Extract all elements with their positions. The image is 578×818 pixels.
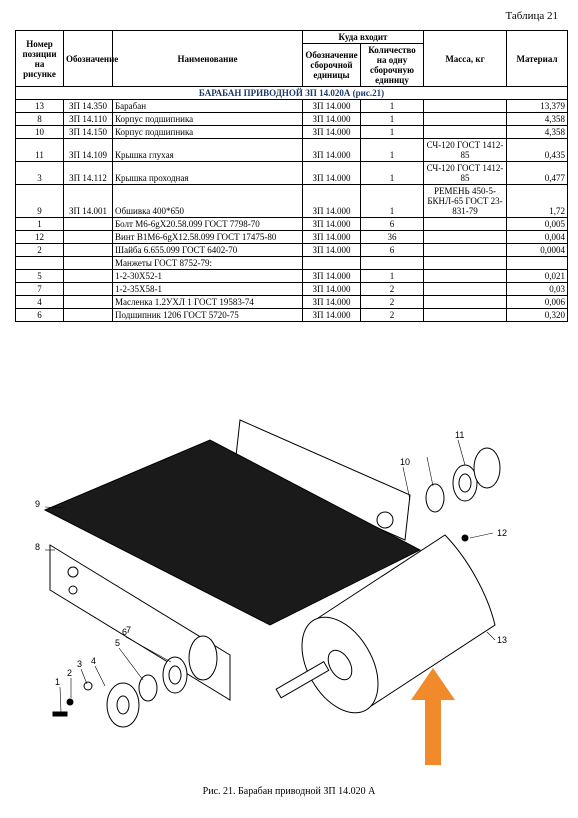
callout-7: 7 <box>126 625 132 635</box>
header-where-used: Куда входит <box>303 31 424 44</box>
row-material: 0,0004 <box>507 244 568 257</box>
table-row <box>16 296 568 309</box>
row-name: Шайба 6.655.099 ГОСТ 6402-70 <box>113 244 303 257</box>
row-name: Корпус подшипника <box>113 126 303 139</box>
header-pos: Номер позиции на рисунке <box>16 31 64 87</box>
row-material-mass <box>424 244 507 257</box>
row-qty: 1 <box>361 162 424 185</box>
row-name: Корпус подшипника <box>113 113 303 126</box>
row-qty: 36 <box>361 231 424 244</box>
figure-caption: Рис. 21. Барабан приводной ЗП 14.020 А <box>202 786 376 797</box>
row-material-mass <box>424 296 507 309</box>
row-qty: 1 <box>361 185 424 218</box>
row-pos: 6 <box>16 309 64 322</box>
header-qty: Количество на одну сборочную единицу <box>361 44 424 87</box>
row-material-mass <box>424 283 507 296</box>
row-material: 0,320 <box>507 309 568 322</box>
callout-1: 1 <box>55 677 61 687</box>
row-assembly: ЗП 14.000 <box>303 231 361 244</box>
row-qty: 2 <box>361 283 424 296</box>
row-material-mass <box>424 113 507 126</box>
row-assembly: ЗП 14.000 <box>303 139 361 162</box>
row-designation <box>64 257 113 270</box>
row-name: Масленка 1.2УХЛ 1 ГОСТ 19583-74 <box>113 296 303 309</box>
row-pos: 5 <box>16 270 64 283</box>
row-pos: 7 <box>16 283 64 296</box>
orange-arrow <box>411 668 455 765</box>
header-name: Наименование <box>113 31 303 87</box>
row-material: 4,358 <box>507 113 568 126</box>
row-designation: ЗП 14.001 <box>64 185 113 218</box>
row-designation <box>64 218 113 231</box>
table-row <box>16 270 568 283</box>
row-qty: 1 <box>361 113 424 126</box>
row-name: Крышка глухая <box>113 139 303 162</box>
row-name: Обшивка 400*650 <box>113 185 303 218</box>
table-row <box>16 162 568 185</box>
table-row <box>16 218 568 231</box>
row-name: 1-2-30X52-1 <box>113 270 303 283</box>
row-name: 1-2-35X58-1 <box>113 283 303 296</box>
row-pos: 9 <box>16 185 64 218</box>
row-designation: ЗП 14.150 <box>64 126 113 139</box>
row-qty: 2 <box>361 309 424 322</box>
callout-8: 8 <box>35 542 41 552</box>
row-assembly: ЗП 14.000 <box>303 126 361 139</box>
row-name: Барабан <box>113 100 303 113</box>
row-assembly: ЗП 14.000 <box>303 296 361 309</box>
row-material: 0,477 <box>507 162 568 185</box>
header-material: Материал <box>507 31 568 87</box>
row-assembly: ЗП 14.000 <box>303 270 361 283</box>
row-designation <box>64 309 113 322</box>
row-assembly: ЗП 14.000 <box>303 113 361 126</box>
row-material-mass <box>424 257 507 270</box>
row-designation <box>64 231 113 244</box>
row-assembly: ЗП 14.000 <box>303 244 361 257</box>
row-material: 0,021 <box>507 270 568 283</box>
row-pos: 8 <box>16 113 64 126</box>
row-material: 0,005 <box>507 218 568 231</box>
callout-12: 12 <box>497 528 508 538</box>
callout-10: 10 <box>400 457 411 467</box>
row-material-mass <box>424 100 507 113</box>
row-pos <box>16 257 64 270</box>
row-pos: 2 <box>16 244 64 257</box>
table-row <box>16 185 568 218</box>
table-row <box>16 139 568 162</box>
callout-2: 2 <box>67 668 73 678</box>
row-material: 1,72 <box>507 185 568 218</box>
row-qty: 1 <box>361 100 424 113</box>
row-designation: ЗП 14.109 <box>64 139 113 162</box>
callout-3: 3 <box>77 659 83 669</box>
row-qty <box>361 257 424 270</box>
row-name: Винт В1М6-6gX12.58.099 ГОСТ 17475-80 <box>113 231 303 244</box>
row-pos: 13 <box>16 100 64 113</box>
table-row <box>16 231 568 244</box>
table-row <box>16 126 568 139</box>
exploded-drawing <box>25 400 555 780</box>
callout-13: 13 <box>497 635 508 645</box>
row-designation <box>64 296 113 309</box>
row-material-mass: СЧ-120 ГОСТ 1412-85 <box>424 139 507 162</box>
row-material-mass <box>424 126 507 139</box>
table-row <box>16 283 568 296</box>
row-material: 0,435 <box>507 139 568 162</box>
row-pos: 4 <box>16 296 64 309</box>
row-name: Крышка проходная <box>113 162 303 185</box>
table-row <box>16 100 568 113</box>
row-qty: 1 <box>361 139 424 162</box>
row-assembly: ЗП 14.000 <box>303 162 361 185</box>
row-material: 0,03 <box>507 283 568 296</box>
table-row <box>16 244 568 257</box>
row-material: 0,006 <box>507 296 568 309</box>
table-row <box>16 257 568 270</box>
row-name: Подшипник 1206 ГОСТ 5720-75 <box>113 309 303 322</box>
row-material-mass: РЕМЕНЬ 450-5-БКНЛ-65 ГОСТ 23-831-79 <box>424 185 507 218</box>
row-material <box>507 257 568 270</box>
row-assembly: ЗП 14.000 <box>303 309 361 322</box>
row-designation <box>64 244 113 257</box>
row-qty: 1 <box>361 270 424 283</box>
row-qty: 2 <box>361 296 424 309</box>
callout-5: 5 <box>115 638 121 648</box>
row-material-mass <box>424 231 507 244</box>
row-material: 0,004 <box>507 231 568 244</box>
table-label: Таблица 21 <box>505 10 558 22</box>
row-designation: ЗП 14.110 <box>64 113 113 126</box>
row-designation: ЗП 14.350 <box>64 100 113 113</box>
row-name: Манжеты ГОСТ 8752-79: <box>113 257 303 270</box>
row-assembly: ЗП 14.000 <box>303 218 361 231</box>
parts-table <box>15 30 568 322</box>
row-qty: 6 <box>361 218 424 231</box>
section-title: БАРАБАН ПРИВОДНОЙ ЗП 14.020А (рис.21) <box>16 87 568 100</box>
row-pos: 12 <box>16 231 64 244</box>
row-material-mass <box>424 218 507 231</box>
row-assembly: ЗП 14.000 <box>303 185 361 218</box>
table-row <box>16 309 568 322</box>
row-pos: 10 <box>16 126 64 139</box>
row-material-mass: СЧ-120 ГОСТ 1412-85 <box>424 162 507 185</box>
row-pos: 11 <box>16 139 64 162</box>
row-material: 4,358 <box>507 126 568 139</box>
row-designation: ЗП 14.112 <box>64 162 113 185</box>
row-designation <box>64 270 113 283</box>
table-row <box>16 113 568 126</box>
callout-9: 9 <box>35 499 41 509</box>
callout-4: 4 <box>91 656 97 666</box>
callout-11: 11 <box>455 430 465 440</box>
header-designation: Обозначение <box>64 31 113 87</box>
row-name: Болт М6-6gX20.58.099 ГОСТ 7798-70 <box>113 218 303 231</box>
row-designation <box>64 283 113 296</box>
row-material: 13,379 <box>507 100 568 113</box>
header-mass: Масса, кг <box>424 31 507 87</box>
header-assembly-designation: Обозначение сборочной единицы <box>303 44 361 87</box>
row-assembly: ЗП 14.000 <box>303 283 361 296</box>
row-assembly <box>303 257 361 270</box>
row-assembly: ЗП 14.000 <box>303 100 361 113</box>
row-material-mass <box>424 270 507 283</box>
row-qty: 1 <box>361 126 424 139</box>
callout-6: 6 <box>122 627 128 637</box>
row-pos: 3 <box>16 162 64 185</box>
row-qty: 6 <box>361 244 424 257</box>
row-pos: 1 <box>16 218 64 231</box>
row-material-mass <box>424 309 507 322</box>
